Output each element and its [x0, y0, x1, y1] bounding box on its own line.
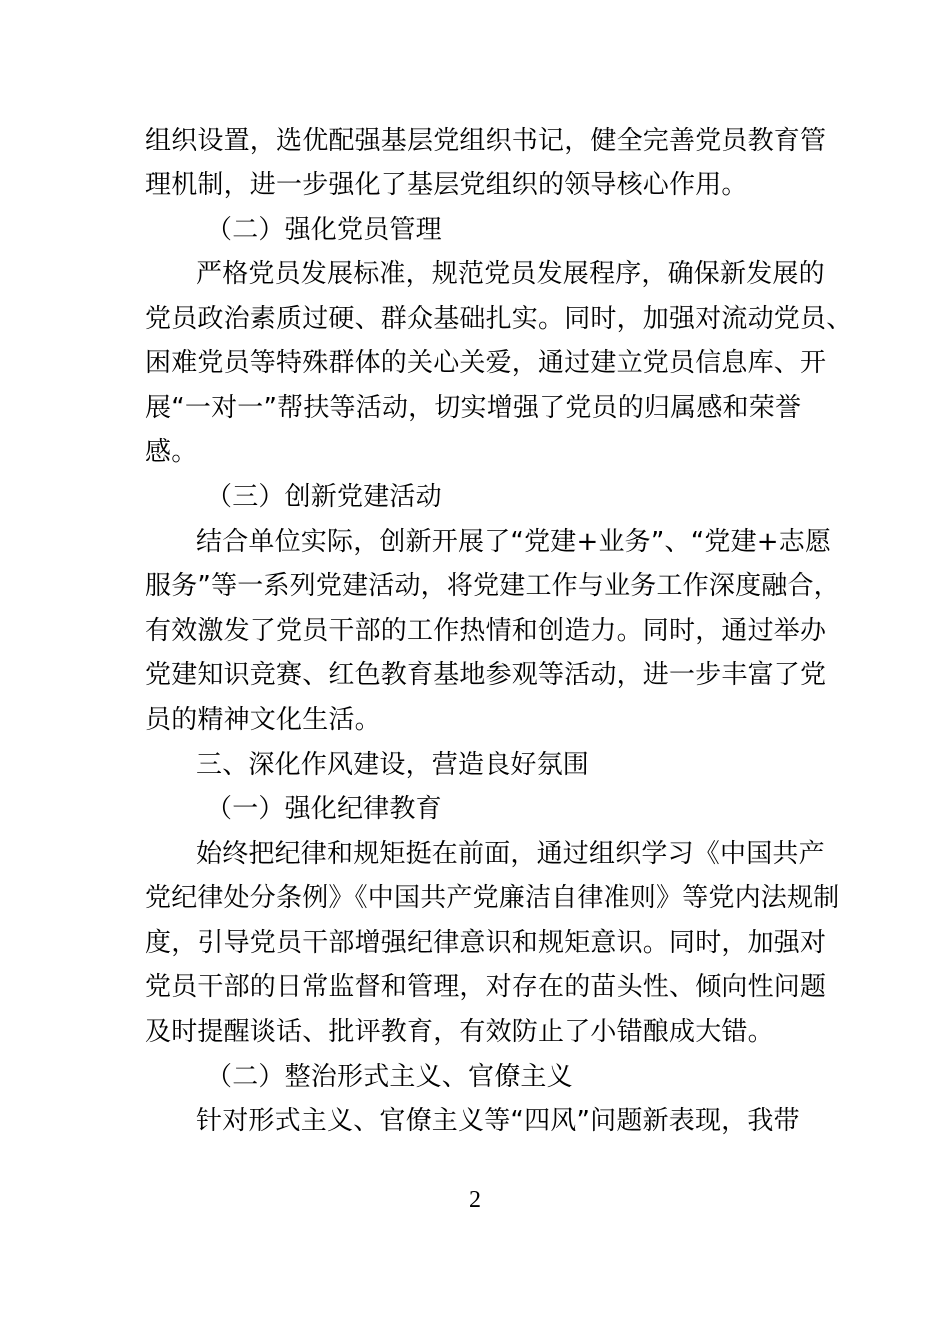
body-text-line: 党建知识竞赛、红色教育基地参观等活动，进一步丰富了党 — [145, 660, 827, 690]
paragraph-first-line: 结合单位实际，创新开展了“党建+业务”、“党建+志愿 — [196, 527, 832, 557]
body-text-line: 员的精神文化生活。 — [145, 705, 381, 735]
body-text-line: 党员政治素质过硬、群众基础扎实。同时，加强对流动党员、 — [145, 304, 853, 334]
page-number: 2 — [469, 1187, 481, 1213]
section-heading-formalism-bureaucratism: （二）整治形式主义、官僚主义 — [206, 1062, 573, 1092]
section-heading-discipline-education: （一）强化纪律教育 — [206, 794, 442, 824]
paragraph-first-line: 严格党员发展标准，规范党员发展程序，确保新发展的 — [196, 259, 825, 289]
body-text-line: 理机制，进一步强化了基层党组织的领导核心作用。 — [145, 170, 748, 200]
body-text-line: 有效激发了党员干部的工作热情和创造力。同时，通过举办 — [145, 616, 827, 646]
body-text-line: 组织设置，选优配强基层党组织书记，健全完善党员教育管 — [145, 126, 827, 156]
chapter-heading-work-style: 三、深化作风建设，营造良好氛围 — [196, 750, 590, 780]
body-text-line: 感。 — [145, 437, 198, 467]
section-heading-innovate-activities: （三）创新党建活动 — [206, 482, 442, 512]
section-heading-strengthen-member-management: （二）强化党员管理 — [206, 215, 442, 245]
body-text-line: 展“一对一”帮扶等活动，切实增强了党员的归属感和荣誉 — [145, 393, 802, 423]
body-text-line: 党员干部的日常监督和管理，对存在的苗头性、倾向性问题 — [145, 972, 827, 1002]
paragraph-first-line: 针对形式主义、官僚主义等“四风”问题新表现，我带 — [196, 1106, 800, 1136]
body-text-line: 度，引导党员干部增强纪律意识和规矩意识。同时，加强对 — [145, 928, 827, 958]
paragraph-first-line: 始终把纪律和规矩挺在前面，通过组织学习《中国共产 — [196, 839, 825, 869]
body-text-line: 及时提醒谈话、批评教育，有效防止了小错酿成大错。 — [145, 1017, 774, 1047]
body-text-line: 党纪律处分条例》《中国共产党廉洁自律准则》等党内法规制 — [145, 883, 840, 913]
body-text-line: 困难党员等特殊群体的关心关爱，通过建立党员信息库、开 — [145, 348, 827, 378]
body-text-line: 服务”等一系列党建活动，将党建工作与业务工作深度融合， — [145, 571, 840, 601]
